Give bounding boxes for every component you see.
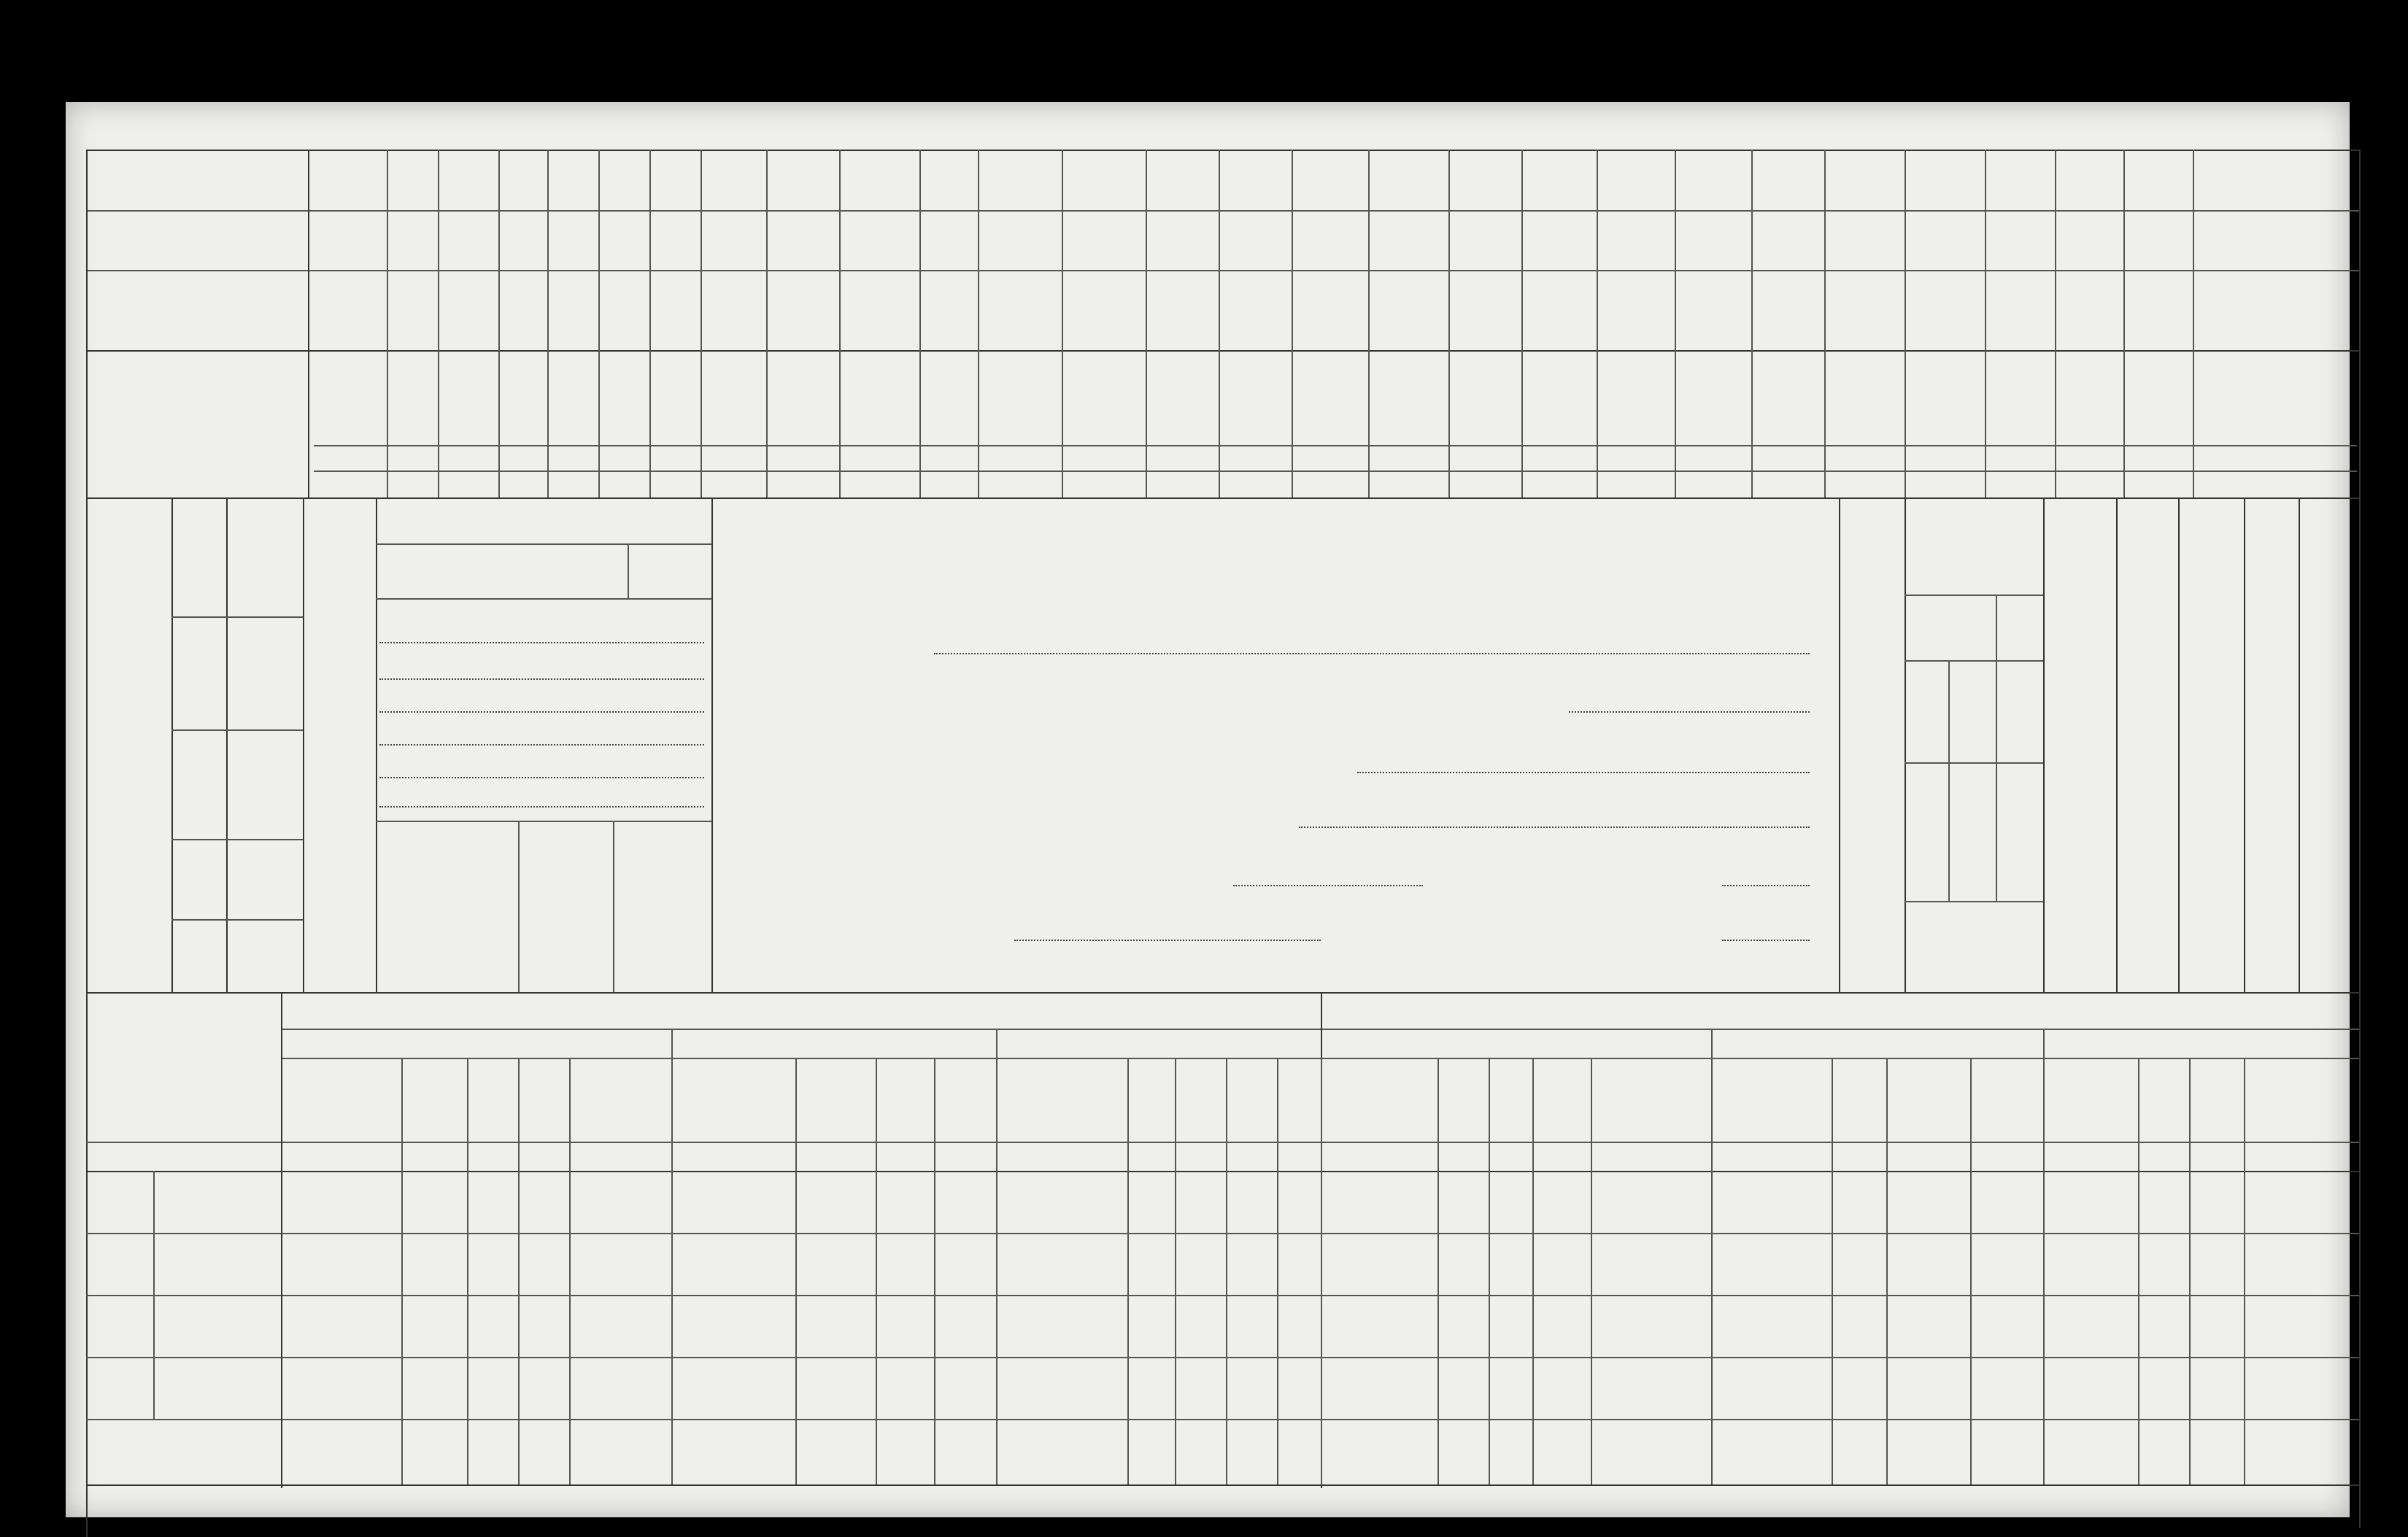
rule-line — [996, 1029, 997, 1058]
rule-line — [1277, 1058, 1278, 1484]
rule-line — [171, 729, 303, 731]
rule-line — [978, 150, 979, 498]
rule-line — [766, 150, 768, 498]
rule-line — [314, 471, 2357, 472]
bottom-column-header — [569, 1061, 671, 1138]
rule-line — [86, 1233, 2359, 1234]
bottom-column-header — [1532, 1061, 1591, 1138]
column-header — [2055, 356, 2123, 440]
rule-line — [1839, 498, 1840, 992]
bottom-column-header — [518, 1061, 569, 1138]
bottom-column-header — [401, 1061, 467, 1138]
column-header — [839, 356, 919, 440]
rule-line — [2043, 498, 2045, 992]
column-header — [1292, 356, 1368, 440]
men-label — [1906, 766, 1946, 897]
bottom-column-header — [1970, 1061, 2043, 1138]
rule-line — [438, 150, 439, 498]
bottom-column-header — [1832, 1061, 1886, 1138]
column-header — [498, 356, 547, 440]
column-header — [598, 356, 649, 440]
column-header — [1675, 356, 1751, 440]
rule-line — [2299, 498, 2300, 992]
column-header — [701, 356, 766, 440]
worker-row-label — [230, 737, 299, 832]
rule-line — [1321, 1058, 1322, 1484]
rule-line — [1905, 595, 2043, 596]
column-header — [649, 356, 701, 440]
column-header — [1824, 356, 1905, 440]
total-short — [1950, 839, 1995, 897]
rule-line — [2244, 498, 2245, 992]
rule-line — [1062, 150, 1063, 498]
rule-line — [376, 821, 711, 822]
bottom-column-header — [934, 1061, 996, 1138]
bottom-column-header — [1591, 1061, 1711, 1138]
column-header — [1905, 356, 1985, 440]
worker-row-number — [175, 624, 219, 722]
rule-line — [1219, 150, 1220, 498]
rule-line — [1824, 150, 1826, 498]
rule-line — [2116, 498, 2118, 992]
rule-line — [86, 1419, 2359, 1420]
vnenadel-label — [89, 1298, 151, 1415]
fill-line — [1722, 885, 1810, 886]
column-header — [1985, 356, 2055, 440]
column-header — [1448, 356, 1521, 440]
worker-row-label — [230, 505, 299, 609]
rule-line — [1886, 1058, 1888, 1484]
rule-line — [613, 821, 614, 992]
bottom-column-header — [996, 1061, 1127, 1138]
rule-line — [86, 350, 2359, 352]
rule-line — [1597, 150, 1598, 498]
right-column-header — [2302, 503, 2355, 598]
rule-line — [1711, 1058, 1713, 1484]
worker-row-label — [230, 846, 299, 912]
rule-line — [1521, 150, 1523, 498]
fill-line — [1233, 885, 1423, 886]
fill-line — [379, 642, 704, 643]
rule-line — [2359, 150, 2361, 1528]
rule-line — [86, 992, 2359, 994]
column-header — [766, 356, 839, 440]
column-header — [1521, 356, 1597, 440]
right-column-footer — [2120, 894, 2174, 988]
column-header — [314, 356, 387, 440]
rule-line — [1175, 1058, 1176, 1484]
fill-line — [1569, 711, 1810, 713]
rule-line — [1448, 150, 1450, 498]
rule-line — [671, 1029, 673, 1058]
bottom-column-header — [281, 1061, 401, 1138]
rule-line — [498, 150, 500, 498]
right-column-footer — [2302, 894, 2355, 988]
rule-line — [2178, 498, 2180, 992]
worker-row-number — [175, 505, 219, 609]
rule-line — [376, 598, 711, 600]
population-column-number — [1999, 664, 2040, 729]
rule-line — [2189, 1058, 2191, 1484]
right-column-header — [2182, 503, 2240, 598]
rule-line — [314, 445, 2357, 446]
bottom-column-header — [1438, 1061, 1489, 1138]
rule-line — [839, 150, 841, 498]
total-short — [1950, 726, 1995, 762]
fill-line — [379, 806, 704, 808]
rule-line — [153, 1171, 155, 1419]
worker-row-label — [230, 624, 299, 722]
rule-line — [387, 150, 388, 498]
right-column-header — [2120, 503, 2174, 598]
rule-line — [1751, 150, 1753, 498]
rule-line — [2043, 1029, 2045, 1058]
column-header — [1219, 356, 1292, 440]
rule-line — [2193, 150, 2194, 498]
rule-line — [701, 150, 702, 498]
right-column-footer — [2047, 894, 2112, 988]
fill-line — [1014, 940, 1321, 941]
column-header — [1146, 356, 1219, 440]
rule-line — [308, 150, 309, 498]
bottom-column-header — [671, 1061, 795, 1138]
rule-line — [281, 1058, 2359, 1059]
rule-line — [467, 1058, 468, 1484]
rule-line — [86, 1171, 2359, 1172]
rule-line — [628, 543, 629, 598]
rule-line — [86, 498, 2359, 499]
women-label — [1906, 664, 1946, 759]
rule-line — [1675, 150, 1676, 498]
right-column-footer — [2182, 894, 2240, 988]
column-header — [2123, 356, 2193, 440]
rule-line — [226, 498, 228, 992]
population-total-label — [1908, 598, 1992, 657]
column-header — [978, 356, 1062, 440]
fill-line — [1357, 772, 1810, 773]
population-column-number — [1999, 839, 2040, 905]
rule-line — [86, 1295, 2359, 1296]
fill-line — [379, 678, 704, 680]
column-header — [1368, 356, 1448, 440]
right-column-footer — [2247, 894, 2295, 988]
rule-line — [281, 1029, 2359, 1030]
fill-line — [1299, 826, 1810, 828]
workers-title — [306, 503, 372, 985]
rule-line — [1905, 150, 1906, 498]
rule-line — [649, 150, 651, 498]
rule-line — [171, 919, 303, 921]
bottom-column-header — [2244, 1061, 2359, 1138]
rule-line — [303, 498, 304, 992]
rule-line — [376, 543, 711, 545]
rule-line — [598, 150, 600, 498]
nadel-label — [89, 1174, 151, 1291]
fill-line — [379, 777, 704, 778]
fill-line — [1722, 940, 1810, 941]
rule-line — [2043, 1058, 2045, 1484]
rule-line — [86, 150, 2359, 151]
rule-line — [876, 1058, 877, 1484]
bottom-column-header — [795, 1061, 876, 1138]
worker-row-number — [175, 926, 219, 985]
right-column-header — [2047, 503, 2112, 598]
rule-line — [171, 839, 303, 840]
rule-line — [1711, 1029, 1713, 1058]
rule-line — [1985, 150, 1986, 498]
rule-line — [376, 498, 377, 992]
rule-line — [518, 821, 520, 992]
worker-row-number — [175, 737, 219, 832]
population-title — [1842, 511, 1901, 985]
right-column-header — [2247, 503, 2295, 598]
column-header — [1597, 356, 1675, 440]
rule-line — [2055, 150, 2056, 498]
bottom-column-header — [1226, 1061, 1277, 1138]
column-header — [1751, 356, 1824, 440]
rule-line — [547, 150, 549, 498]
rule-line — [1146, 150, 1147, 498]
fill-line — [379, 744, 704, 746]
rule-line — [1489, 1058, 1490, 1484]
rule-line — [171, 498, 173, 992]
population-column-number — [1999, 598, 2040, 657]
rule-line — [1905, 660, 2043, 662]
rule-line — [86, 150, 88, 1537]
column-header — [547, 356, 598, 440]
in-working-age — [1950, 664, 1995, 722]
rule-line — [1996, 595, 1997, 901]
worker-row-label — [230, 926, 299, 985]
rule-line — [919, 150, 921, 498]
column-header — [1062, 356, 1146, 440]
rule-line — [1368, 150, 1370, 498]
in-working-age — [1950, 766, 1995, 832]
rule-line — [86, 1142, 2359, 1143]
bottom-column-header — [1127, 1061, 1175, 1138]
rule-line — [86, 270, 2359, 271]
rule-line — [1905, 762, 2043, 764]
fill-line — [934, 653, 1810, 654]
rule-line — [711, 498, 713, 992]
rule-line — [171, 616, 303, 618]
rule-line — [1292, 150, 1293, 498]
fill-line — [379, 711, 704, 713]
bottom-column-header — [2138, 1061, 2189, 1138]
rule-line — [86, 210, 2359, 212]
rule-line — [86, 1484, 2359, 1486]
population-column-number — [1999, 766, 2040, 832]
population-column-number — [1999, 726, 2040, 759]
worker-row-number — [175, 846, 219, 912]
column-header — [919, 356, 978, 440]
rule-line — [2123, 150, 2125, 498]
rule-line — [86, 1357, 2359, 1358]
